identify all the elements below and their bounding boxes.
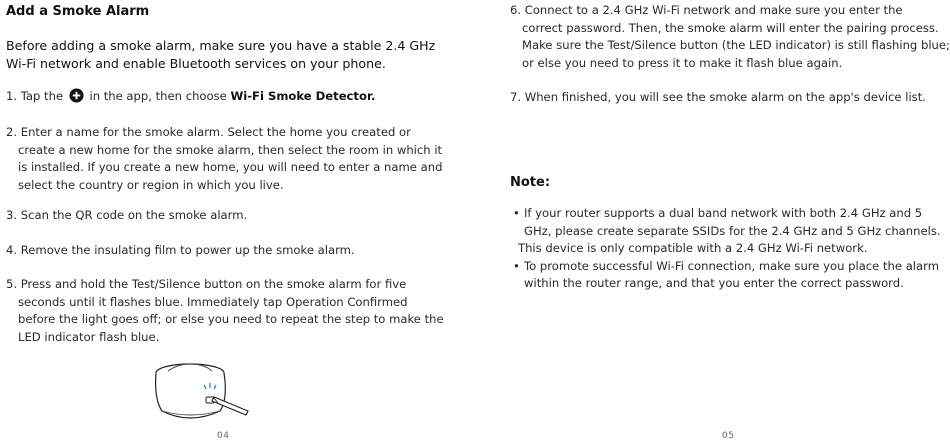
- note-list: [510, 205, 950, 293]
- step-5: [6, 276, 446, 346]
- step-1-text-middle: in the app, then choose: [89, 89, 227, 103]
- page-title: Add a Smoke Alarm: [6, 4, 150, 19]
- step-1-text-before: 1. Tap the: [6, 89, 64, 103]
- step-5-continuation: seconds until it flashes blue. Immediately tap Operation Confirmed before the light goes off; or else you need to repeat the step to make the LED indicator flash blue.: [18, 294, 444, 344]
- step-7: 7. When finished, you will see the smoke alarm on the app's device list.: [510, 90, 926, 104]
- step-1: [6, 88, 446, 106]
- note-text: To promote successful Wi-Fi connection, make sure you place the alarm within the router range, and that you enter the correct password.: [524, 258, 939, 290]
- device-type-name: Wi-Fi Smoke Detector.: [230, 89, 376, 103]
- step-2-line1: 2. Enter a name for the smoke alarm. Select the home you created or: [6, 125, 411, 139]
- step-3: 3. Scan the QR code on the smoke alarm.: [6, 208, 248, 222]
- step-4: 4. Remove the insulating film to power up the smoke alarm.: [6, 243, 355, 257]
- step-2: [6, 124, 446, 194]
- note-sub-text: This device is only compatible with a 2.4 GHz Wi-Fi network.: [518, 241, 868, 255]
- note-item: [510, 258, 950, 293]
- step-6-continuation: correct password. Then, the smoke alarm will enter the pairing process. Make sure the Test/Silence button (the LED indicator) is still flashing blue; or else you need to press it to make it flash blue again.: [522, 20, 950, 70]
- right-page: [475, 0, 950, 445]
- step-6-line1: 6. Connect to a 2.4 GHz Wi-Fi network and make sure you enter the: [510, 3, 903, 17]
- step-2-continuation: create a new home for the smoke alarm, then select the room in which it is installed. If you create a new home, you will need to enter a name and select the country or region in which you live.: [18, 142, 443, 192]
- intro-paragraph: Before adding a smoke alarm, make sure you have a stable 2.4 GHz Wi-Fi network and enable Bluetooth services on your phone.: [6, 38, 436, 71]
- note-item: [510, 205, 950, 240]
- smoke-alarm-illustration: [148, 359, 260, 429]
- step-5-line1: 5. Press and hold the Test/Silence button on the smoke alarm for five: [6, 277, 407, 291]
- note-text: If your router supports a dual band network with both 2.4 GHz and 5 GHz, please create separate SSIDs for the 2.4 GHz and 5 GHz channels.: [524, 206, 941, 238]
- step-6: [510, 2, 950, 72]
- page-number-right: 05: [722, 431, 735, 441]
- bullet: •: [513, 206, 520, 220]
- page-number-left: 04: [217, 431, 230, 441]
- bullet: •: [513, 258, 520, 273]
- note-heading: Note:: [510, 175, 551, 190]
- plus-circle-icon: [69, 88, 84, 103]
